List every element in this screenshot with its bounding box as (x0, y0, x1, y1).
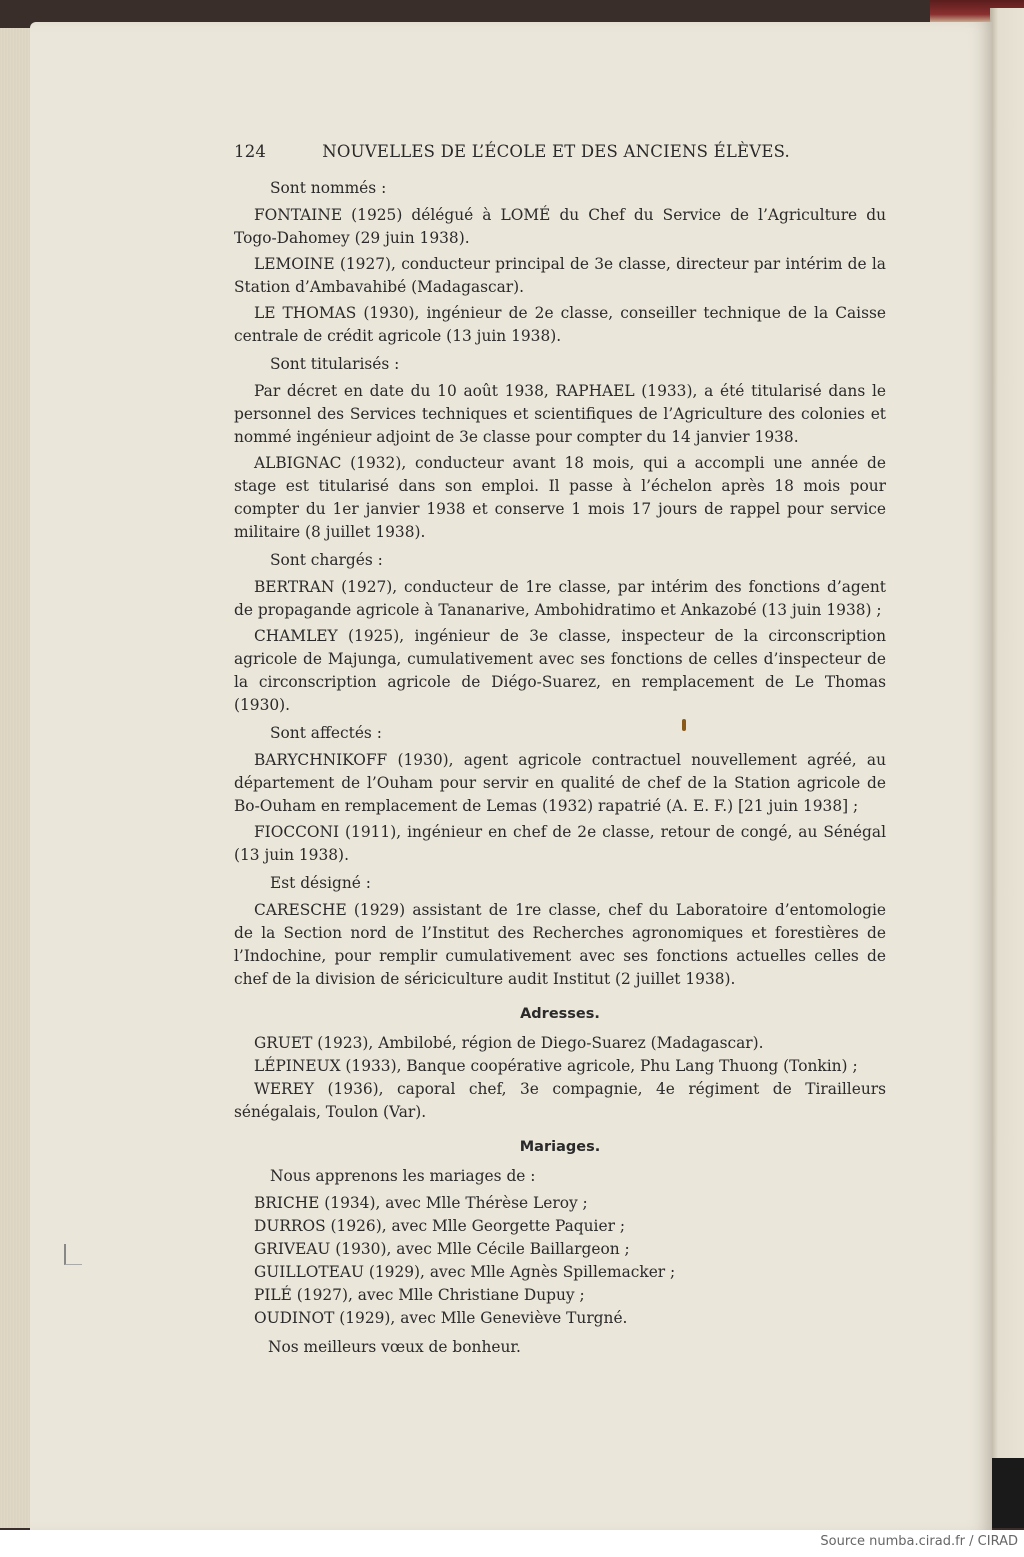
subsection-label: Sont titularisés : (270, 355, 400, 373)
running-header (234, 140, 886, 163)
subsection-label: Nous apprenons les mariages de : (270, 1167, 536, 1185)
paragraph: GRUET (1923), Ambilobé, région de Diego-Suarez (Madagascar). (254, 1034, 764, 1052)
paragraph: OUDINOT (1929), avec Mlle Geneviève Turgné. (254, 1309, 628, 1327)
source-credit: Source numba.cirad.fr / CIRAD (820, 1534, 1018, 1549)
paragraph: BERTRAN (1927), conducteur de 1re classe, par intérim des fonctions d’agent de propagande agricole à Tananarive, Ambohidratimo et Ankazobé (13 juin 1938) ; (234, 578, 886, 619)
paragraph: LEMOINE (1927), conducteur principal de 3e classe, directeur par intérim de la Station d’Ambavahibé (Madagascar). (234, 255, 886, 296)
paragraph: BARYCHNIKOFF (1930), agent agricole contractuel nouvellement agréé, au département de l’Ouham pour servir en qualité de chef de la Station agricole de Bo-Ouham en remplacement de Lemas (1932) rapatrié (A. E. F.) [21 juin 1938] ; (234, 751, 886, 815)
black-bookmark-tab (990, 1458, 1024, 1528)
subsection-label: Sont affectés : (270, 724, 382, 742)
running-title: NOUVELLES DE L’ÉCOLE ET DES ANCIENS ÉLÈVES. (322, 142, 790, 161)
page-number: 124 (234, 142, 267, 161)
facing-page-edge (990, 8, 1024, 1528)
closing-line: Nos meilleurs vœux de bonheur. (268, 1338, 521, 1356)
paragraph: LE THOMAS (1930), ingénieur de 2e classe, conseiller technique de la Caisse centrale de crédit agricole (13 juin 1938). (234, 304, 886, 345)
paragraph: CHAMLEY (1925), ingénieur de 3e classe, inspecteur de la circonscription agricole de Majunga, cumulativement avec ses fonctions de celles d’inspecteur de la circonscription agricole de Diégo-Suarez, en remplacement de Le Thomas (1930). (234, 627, 886, 714)
paragraph: FONTAINE (1925) délégué à LOMÉ du Chef du Service de l’Agriculture du Togo-Dahomey (29 juin 1938). (234, 206, 886, 247)
paragraph: ALBIGNAC (1932), conducteur avant 18 mois, qui a accompli une année de stage est titularisé dans son emploi. Il passe à l’échelon après 18 mois pour compter du 1er janvier 1938 et conserve 1 mois 17 jours de rappel pour service militaire (8 juillet 1938). (234, 454, 886, 541)
subsection-label: Est désigné : (270, 874, 371, 892)
paragraph: CARESCHE (1929) assistant de 1re classe, chef du Laboratoire d’entomologie de la Section nord de l’Institut des Recherches agronomiques et forestières de l’Indochine, pour remplir cumulativement avec ses fonctions actuelles celles de chef de la division de sériciculture audit Institut (2 juillet 1938). (234, 901, 886, 988)
text-blocks (234, 177, 886, 1359)
paragraph: Par décret en date du 10 août 1938, RAPHAEL (1933), a été titularisé dans le personnel des Services techniques et scientifiques de l’Agriculture des colonies et nommé ingénieur adjoint de 3e classe pour compter du 14 janvier 1938. (234, 382, 886, 446)
paragraph: BRICHE (1934), avec Mlle Thérèse Leroy ; (254, 1194, 588, 1212)
section-heading: Adresses. (520, 1006, 600, 1022)
paragraph: DURROS (1926), avec Mlle Georgette Paquier ; (254, 1217, 626, 1235)
paragraph: LÉPINEUX (1933), Banque coopérative agricole, Phu Lang Thuong (Tonkin) ; (254, 1057, 858, 1075)
paragraph: GUILLOTEAU (1929), avec Mlle Agnès Spillemacker ; (254, 1263, 676, 1281)
page-content (234, 140, 886, 1359)
paragraph: GRIVEAU (1930), avec Mlle Cécile Baillargeon ; (254, 1240, 630, 1258)
subsection-label: Sont nommés : (270, 179, 387, 197)
paragraph: WEREY (1936), caporal chef, 3e compagnie, 4e régiment de Tirailleurs sénégalais, Toulon (Var). (234, 1080, 886, 1121)
paragraph: FIOCCONI (1911), ingénieur en chef de 2e classe, retour de congé, au Sénégal (13 juin 1938). (234, 823, 886, 864)
subsection-label: Sont chargés : (270, 551, 383, 569)
section-heading: Mariages. (519, 1139, 601, 1155)
paragraph: PILÉ (1927), avec Mlle Christiane Dupuy ; (254, 1286, 585, 1304)
pencil-margin-mark (64, 1244, 82, 1265)
